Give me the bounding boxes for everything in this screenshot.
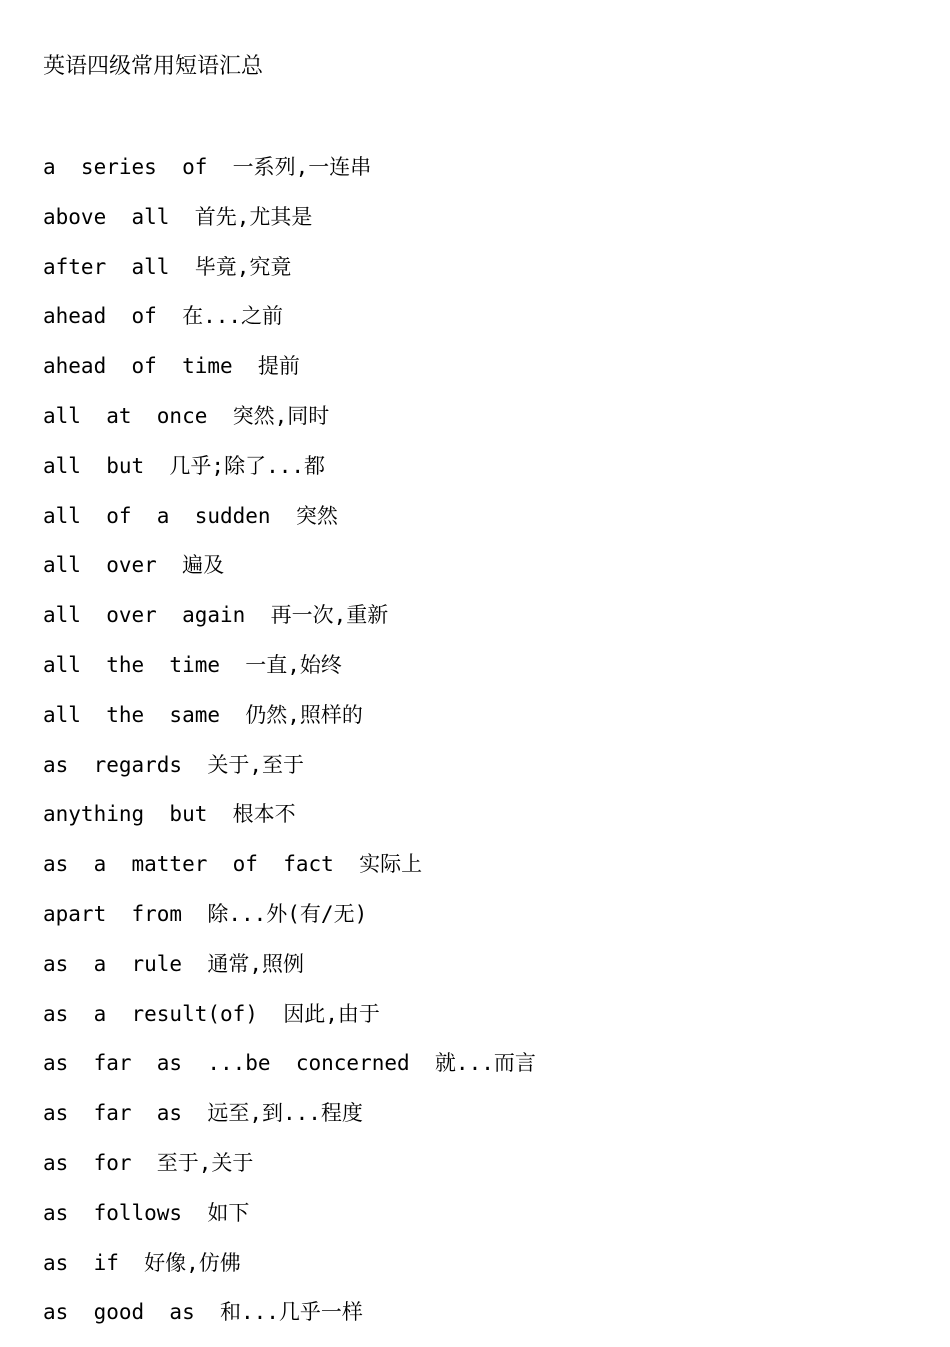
phrase-entry: ahead of time 提前 bbox=[43, 354, 300, 379]
phrase-entry: as good as 和...几乎一样 bbox=[43, 1300, 363, 1325]
phrase-entry: anything but 根本不 bbox=[43, 802, 296, 827]
phrase-entry: as far as ...be concerned 就...而言 bbox=[43, 1051, 536, 1076]
phrase-entry: all over again 再一次,重新 bbox=[43, 603, 389, 628]
phrase-entry: as far as 远至,到...程度 bbox=[43, 1101, 363, 1126]
phrase-entry: all but 几乎;除了...都 bbox=[43, 453, 326, 478]
phrase-entry: as regards 关于,至于 bbox=[43, 752, 305, 777]
phrase-entry: all over 遍及 bbox=[43, 553, 225, 578]
phrase-entry: all the same 仍然,照样的 bbox=[43, 702, 363, 727]
phrase-list bbox=[43, 152, 536, 1347]
phrase-entry: all the time 一直,始终 bbox=[43, 652, 342, 677]
phrase-entry: above all 首先,尤其是 bbox=[43, 204, 313, 229]
phrase-entry: after all 毕竟,究竟 bbox=[43, 254, 292, 279]
phrase-entry: all of a sudden 突然 bbox=[43, 503, 338, 528]
phrase-entry: apart from 除...外(有/无) bbox=[43, 901, 368, 926]
phrase-entry: all at once 突然,同时 bbox=[43, 403, 330, 428]
phrase-entry: ahead of 在...之前 bbox=[43, 304, 284, 329]
phrase-entry: a series of 一系列,一连串 bbox=[43, 155, 372, 179]
document-title: 英语四级常用短语汇总 bbox=[43, 54, 264, 79]
phrase-entry: as if 好像,仿佛 bbox=[43, 1250, 241, 1275]
phrase-entry: as for 至于,关于 bbox=[43, 1150, 254, 1175]
phrase-entry: as a matter of fact 实际上 bbox=[43, 852, 423, 877]
phrase-entry: as a result(of) 因此,由于 bbox=[43, 1001, 380, 1026]
phrase-entry: as follows 如下 bbox=[43, 1200, 250, 1225]
phrase-entry: as a rule 通常,照例 bbox=[43, 951, 305, 976]
